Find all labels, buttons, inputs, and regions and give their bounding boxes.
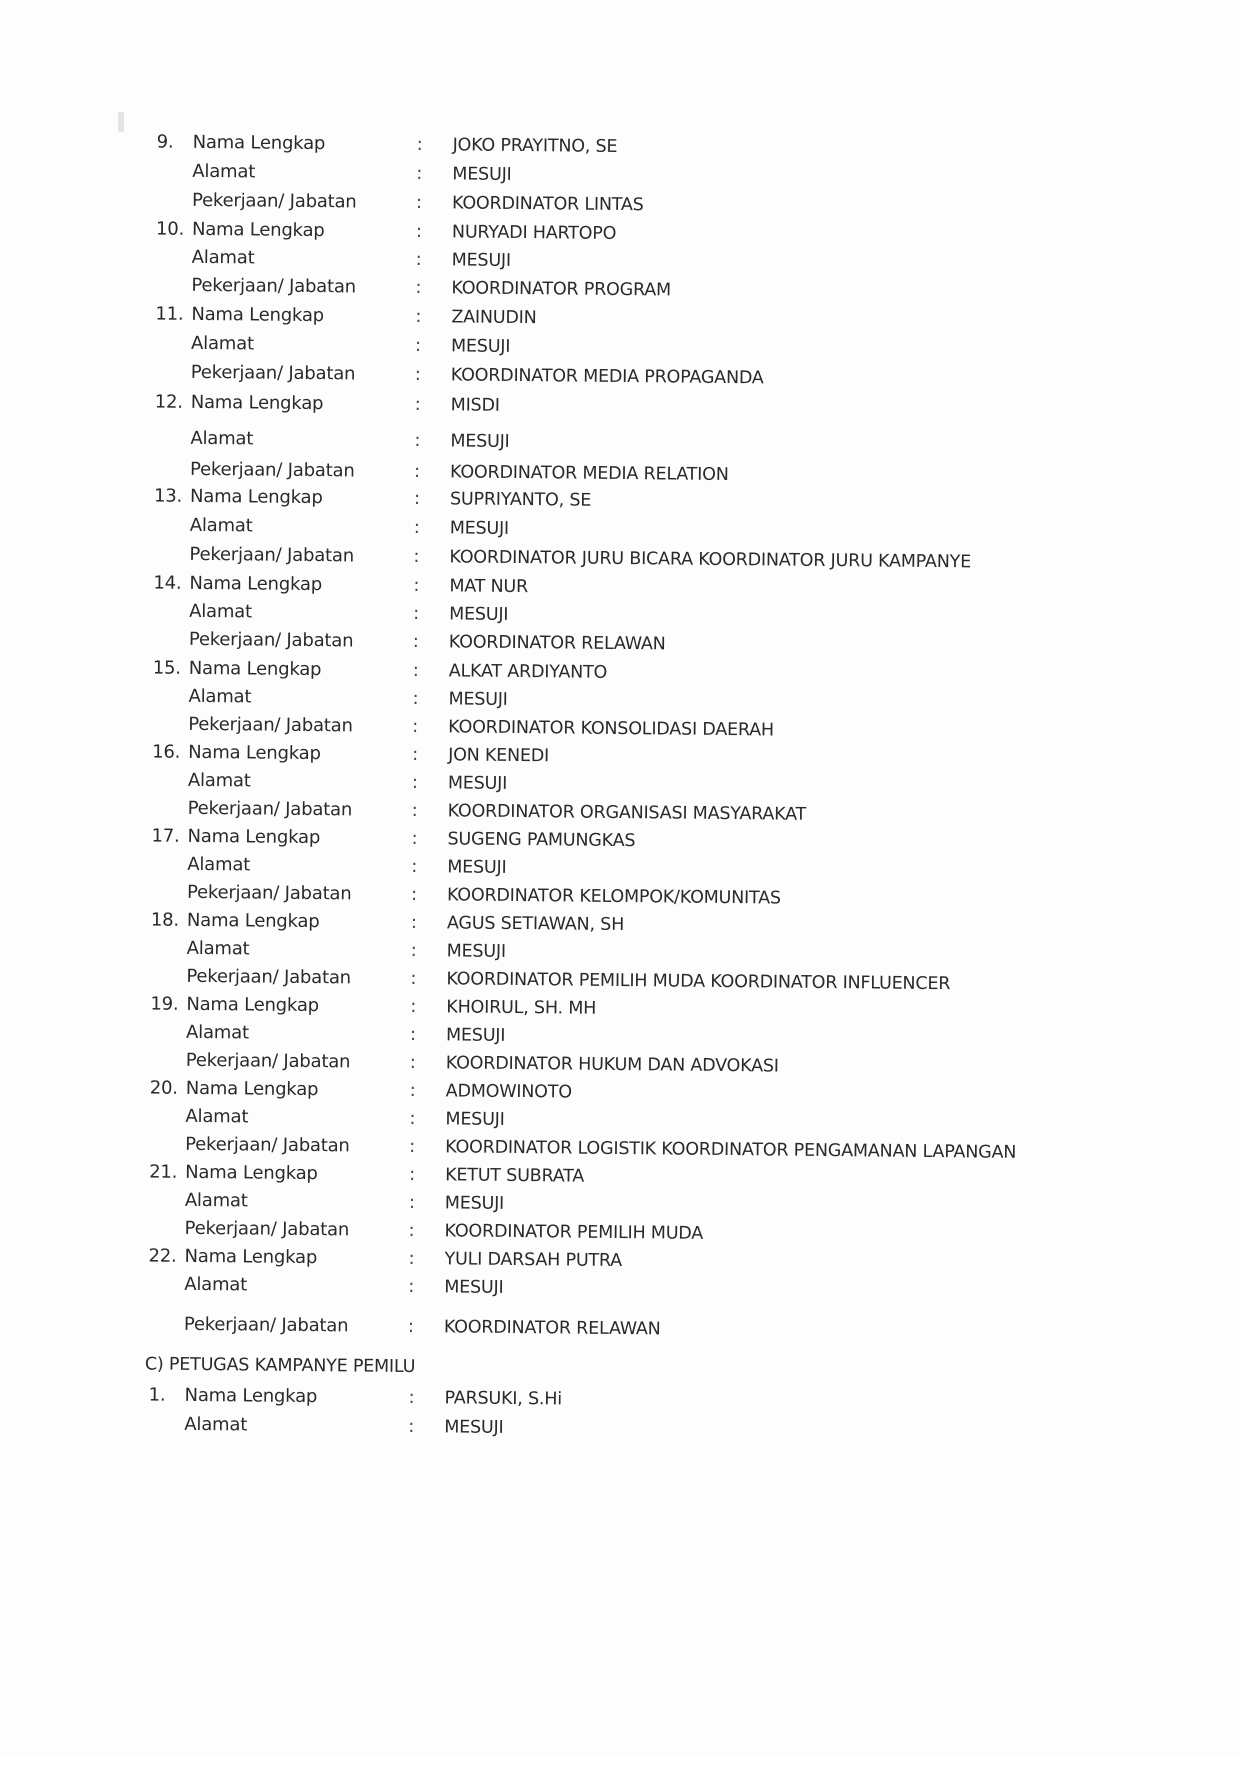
address-value: MESUJI bbox=[444, 1417, 504, 1438]
address-value: MESUJI bbox=[447, 773, 508, 794]
job-value: KOORDINATOR RELAWAN bbox=[443, 1317, 661, 1340]
name-label: Nama Lengkap bbox=[189, 572, 323, 596]
address-label: Alamat bbox=[184, 1189, 248, 1212]
address-label: Alamat bbox=[187, 853, 251, 876]
colon: : bbox=[409, 1051, 416, 1074]
job-label: Pekerjaan/ Jabatan bbox=[191, 189, 357, 213]
job-label: Pekerjaan/ Jabatan bbox=[187, 797, 353, 821]
job-value: KOORDINATOR KELOMPOK/KOMUNITAS bbox=[446, 885, 781, 909]
job-label: Pekerjaan/ Jabatan bbox=[186, 965, 352, 989]
entry-number: 14. bbox=[153, 572, 182, 594]
colon: : bbox=[410, 883, 418, 906]
name-value: ADMOWINOTO bbox=[445, 1081, 572, 1103]
colon: : bbox=[415, 192, 423, 214]
name-value: YULI DARSAH PUTRA bbox=[444, 1249, 623, 1272]
name-value: SUPRIYANTO, SE bbox=[449, 489, 592, 511]
job-label: Pekerjaan/ Jabatan bbox=[189, 543, 355, 567]
colon: : bbox=[413, 460, 421, 483]
address-label: Alamat bbox=[188, 685, 252, 708]
entry-number: 19. bbox=[150, 993, 179, 1015]
job-value: KOORDINATOR HUKUM DAN ADVOKASI bbox=[445, 1053, 779, 1077]
name-value: NURYADI HARTOPO bbox=[451, 222, 617, 244]
colon: : bbox=[411, 771, 418, 794]
colon: : bbox=[413, 574, 420, 597]
colon: : bbox=[412, 715, 419, 738]
colon: : bbox=[408, 1219, 415, 1242]
job-value: KOORDINATOR MEDIA PROPAGANDA bbox=[450, 365, 764, 389]
colon: : bbox=[412, 687, 419, 710]
address-value: MESUJI bbox=[445, 1109, 505, 1130]
name-value: JON KENEDI bbox=[448, 745, 550, 767]
address-label: Alamat bbox=[187, 769, 251, 792]
colon: : bbox=[408, 1247, 415, 1270]
colon: : bbox=[408, 1415, 415, 1438]
address-label: Alamat bbox=[189, 600, 253, 623]
colon: : bbox=[412, 630, 419, 653]
job-value: KOORDINATOR PROGRAM bbox=[451, 278, 672, 301]
address-value: MESUJI bbox=[451, 250, 512, 271]
job-value: KOORDINATOR MEDIA RELATION bbox=[449, 462, 729, 486]
job-value: KOORDINATOR LINTAS bbox=[451, 193, 644, 216]
name-value: MISDI bbox=[450, 395, 500, 416]
colon: : bbox=[411, 855, 418, 878]
section-c-address-row bbox=[148, 1411, 1048, 1446]
address-value: MESUJI bbox=[449, 518, 510, 539]
colon: : bbox=[408, 1386, 415, 1409]
address-label: Alamat bbox=[191, 246, 255, 269]
address-label: Alamat bbox=[185, 1021, 249, 1044]
job-label: Pekerjaan/ Jabatan bbox=[185, 1049, 351, 1073]
entry-job-row bbox=[148, 1311, 1048, 1346]
job-value: KOORDINATOR LOGISTIK KOORDINATOR PENGAMANAN LAPANGAN bbox=[445, 1137, 1017, 1163]
job-label: Pekerjaan/ Jabatan bbox=[184, 1217, 350, 1241]
colon: : bbox=[412, 659, 419, 682]
name-label: Nama Lengkap bbox=[189, 485, 323, 509]
job-label: Pekerjaan/ Jabatan bbox=[191, 274, 357, 298]
address-value: MESUJI bbox=[449, 604, 509, 625]
name-label: Nama Lengkap bbox=[192, 131, 326, 155]
entry-number: 17. bbox=[151, 825, 180, 847]
colon: : bbox=[414, 429, 421, 452]
address-value: MESUJI bbox=[450, 336, 511, 357]
entry-number: 16. bbox=[152, 741, 181, 763]
name-label: Nama Lengkap bbox=[191, 303, 325, 327]
name-value: ALKAT ARDIYANTO bbox=[448, 661, 608, 683]
colon: : bbox=[408, 1275, 415, 1298]
job-label: Pekerjaan/ Jabatan bbox=[188, 713, 353, 737]
job-value: KOORDINATOR ORGANISASI MASYARAKAT bbox=[447, 801, 807, 825]
name-value: SUGENG PAMUNGKAS bbox=[447, 829, 636, 852]
address-value: MESUJI bbox=[444, 1193, 505, 1214]
entry-number: 22. bbox=[148, 1245, 177, 1267]
entry-number: 1. bbox=[148, 1384, 166, 1406]
colon: : bbox=[412, 743, 419, 766]
address-label: Alamat bbox=[190, 427, 254, 450]
entry-address-row bbox=[154, 426, 1054, 461]
job-label: Pekerjaan/ Jabatan bbox=[190, 361, 356, 385]
name-value: MAT NUR bbox=[449, 576, 529, 598]
name-label: Nama Lengkap bbox=[184, 1245, 318, 1269]
address-label: Alamat bbox=[189, 514, 253, 537]
section-heading: C) PETUGAS KAMPANYE PEMILU bbox=[144, 1354, 416, 1378]
colon: : bbox=[411, 827, 418, 850]
colon: : bbox=[414, 394, 421, 416]
entry-number: 10. bbox=[155, 218, 185, 240]
address-value: MESUJI bbox=[445, 1025, 506, 1046]
colon: : bbox=[414, 335, 422, 357]
colon: : bbox=[407, 1315, 414, 1338]
colon: : bbox=[413, 487, 421, 510]
job-value: KOORDINATOR PEMILIH MUDA KOORDINATOR INFLUENCER bbox=[446, 969, 951, 995]
job-label: Pekerjaan/ Jabatan bbox=[186, 881, 352, 905]
job-label: Pekerjaan/ Jabatan bbox=[183, 1313, 349, 1337]
job-value: KOORDINATOR KONSOLIDASI DAERAH bbox=[448, 717, 774, 741]
colon: : bbox=[410, 939, 417, 962]
address-value: MESUJI bbox=[444, 1277, 504, 1298]
name-label: Nama Lengkap bbox=[190, 391, 324, 415]
address-value: MESUJI bbox=[450, 431, 510, 452]
entry-number: 18. bbox=[150, 909, 180, 931]
colon: : bbox=[409, 1107, 416, 1130]
name-value: ZAINUDIN bbox=[451, 307, 537, 329]
entry-number: 11. bbox=[155, 303, 184, 325]
name-label: Nama Lengkap bbox=[188, 657, 322, 681]
colon: : bbox=[415, 249, 422, 271]
entry-number: 13. bbox=[153, 485, 183, 507]
colon: : bbox=[413, 516, 420, 539]
name-value: KETUT SUBRATA bbox=[445, 1165, 585, 1187]
colon: : bbox=[413, 545, 420, 568]
colon: : bbox=[416, 134, 423, 156]
colon: : bbox=[409, 1135, 416, 1158]
job-label: Pekerjaan/ Jabatan bbox=[188, 628, 354, 652]
name-label: Nama Lengkap bbox=[185, 1077, 319, 1101]
address-value: MESUJI bbox=[446, 941, 506, 962]
colon: : bbox=[409, 1079, 416, 1102]
name-value: KHOIRUL, SH. MH bbox=[446, 997, 597, 1019]
colon: : bbox=[414, 363, 421, 386]
name-value: AGUS SETIAWAN, SH bbox=[446, 913, 625, 936]
address-label: Alamat bbox=[192, 160, 256, 183]
colon: : bbox=[410, 911, 417, 934]
job-value: KOORDINATOR RELAWAN bbox=[448, 632, 666, 655]
job-value: KOORDINATOR JURU BICARA KOORDINATOR JURU KAMPANYE bbox=[449, 547, 972, 573]
name-value: PARSUKI, S.Hi bbox=[444, 1388, 563, 1410]
entry-job-row bbox=[155, 360, 1055, 395]
entry-number: 15. bbox=[152, 657, 181, 679]
address-value: MESUJI bbox=[452, 164, 512, 185]
colon: : bbox=[415, 221, 422, 243]
entry-number: 20. bbox=[149, 1077, 178, 1099]
colon: : bbox=[410, 967, 417, 990]
job-label: Pekerjaan/ Jabatan bbox=[185, 1133, 350, 1157]
address-label: Alamat bbox=[184, 1273, 248, 1296]
name-label: Nama Lengkap bbox=[186, 909, 320, 933]
entry-number: 21. bbox=[149, 1161, 178, 1183]
colon: : bbox=[410, 995, 417, 1018]
address-label: Alamat bbox=[185, 1105, 249, 1128]
address-label: Alamat bbox=[191, 332, 254, 355]
name-value: JOKO PRAYITNO, SE bbox=[452, 135, 618, 157]
address-label: Alamat bbox=[186, 937, 250, 960]
name-label: Nama Lengkap bbox=[185, 1161, 318, 1185]
address-value: MESUJI bbox=[447, 857, 507, 878]
name-label: Nama Lengkap bbox=[184, 1384, 318, 1408]
colon: : bbox=[408, 1191, 415, 1214]
name-label: Nama Lengkap bbox=[186, 993, 320, 1017]
colon: : bbox=[413, 602, 420, 625]
job-value: KOORDINATOR PEMILIH MUDA bbox=[444, 1221, 704, 1244]
entry-number: 9. bbox=[156, 131, 174, 153]
colon: : bbox=[416, 163, 423, 185]
name-label: Nama Lengkap bbox=[187, 825, 321, 849]
address-value: MESUJI bbox=[448, 689, 508, 710]
colon: : bbox=[411, 799, 418, 822]
colon: : bbox=[415, 306, 422, 328]
colon: : bbox=[409, 1163, 416, 1186]
name-label: Nama Lengkap bbox=[191, 218, 325, 242]
job-label: Pekerjaan/ Jabatan bbox=[189, 458, 355, 482]
name-label: Nama Lengkap bbox=[188, 741, 321, 765]
entry-name-row bbox=[155, 390, 1055, 425]
colon: : bbox=[409, 1023, 417, 1046]
colon: : bbox=[415, 277, 422, 299]
entry-number: 12. bbox=[154, 391, 183, 413]
address-label: Alamat bbox=[184, 1413, 248, 1436]
